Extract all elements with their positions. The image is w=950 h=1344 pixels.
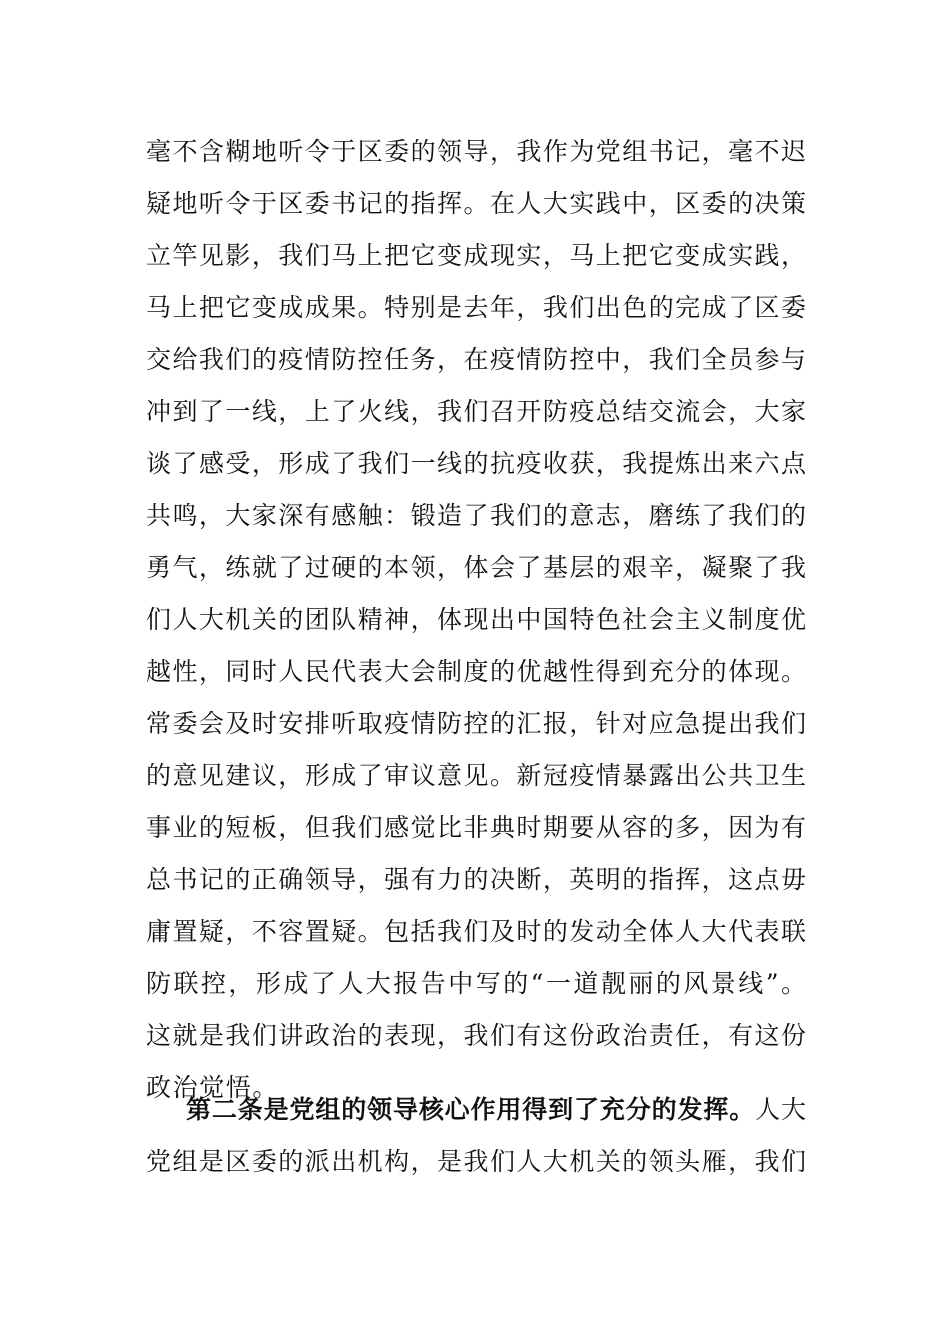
text-line: 越性，同时人民代表大会制度的优越性得到充分的体现。 (146, 657, 806, 686)
text-line: 庸置疑，不容置疑。包括我们及时的发动全体人大代表联 (146, 917, 806, 946)
text-line: 立竿见影，我们马上把它变成现实，马上把它变成实践， (146, 241, 806, 270)
text-line: 党组是区委的派出机构，是我们人大机关的领头雁，我们 (146, 1147, 806, 1176)
text-line: 冲到了一线，上了火线，我们召开防疫总结交流会，大家 (146, 397, 806, 426)
section-heading: 第二条是党组的领导核心作用得到了充分的发挥。 (186, 1095, 756, 1124)
text-line: 的意见建议，形成了审议意见。新冠疫情暴露出公共卫生 (146, 761, 806, 790)
text-line: 共鸣，大家深有感触：锻造了我们的意志，磨练了我们的 (146, 501, 806, 530)
paragraph-2 (146, 1088, 806, 1192)
text-line: 马上把它变成成果。特别是去年，我们出色的完成了区委 (146, 293, 806, 322)
text-line: 防联控，形成了人大报告中写的“一道靓丽的风景线”。 (146, 969, 806, 998)
text-line: 交给我们的疫情防控任务，在疫情防控中，我们全员参与 (146, 345, 806, 374)
text-run: 人大 (755, 1095, 806, 1124)
text-line: 谈了感受，形成了我们一线的抗疫收获，我提炼出来六点 (146, 449, 806, 478)
text-line: 这就是我们讲政治的表现，我们有这份政治责任，有这份 (146, 1021, 806, 1050)
text-line: 毫不含糊地听令于区委的领导，我作为党组书记，毫不迟 (146, 137, 806, 166)
paragraph-2-first-line (146, 1088, 806, 1140)
text-line: 们人大机关的团队精神，体现出中国特色社会主义制度优 (146, 605, 806, 634)
text-line: 勇气，练就了过硬的本领，体会了基层的艰辛，凝聚了我 (146, 553, 806, 582)
text-line: 事业的短板，但我们感觉比非典时期要从容的多，因为有 (146, 813, 806, 842)
text-line: 政治觉悟。 (146, 1073, 280, 1102)
text-line: 常委会及时安排听取疫情防控的汇报，针对应急提出我们 (146, 709, 806, 738)
text-line: 总书记的正确领导，强有力的决断，英明的指挥，这点毋 (146, 865, 806, 894)
text-line: 疑地听令于区委书记的指挥。在人大实践中，区委的决策 (146, 189, 806, 218)
paragraph-1 (146, 130, 806, 1118)
